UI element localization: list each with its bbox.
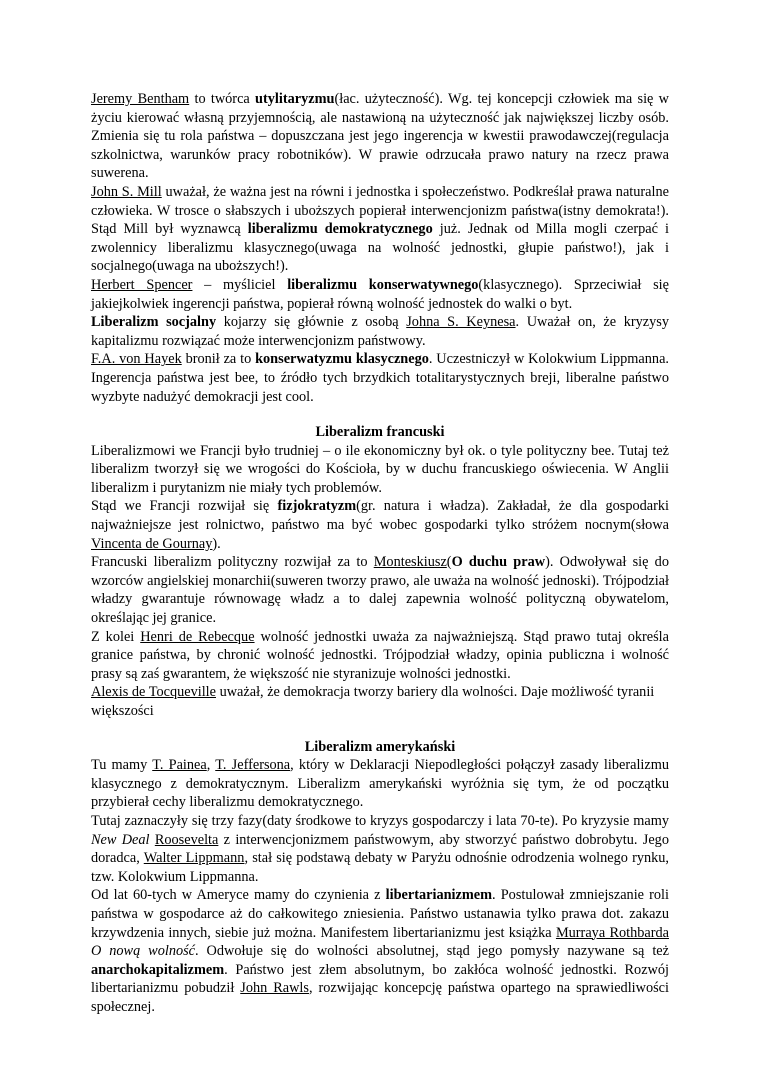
section-amerykanski: [91, 756, 669, 1016]
underlined-name: Vincenta de Gournay: [91, 535, 213, 552]
text-run: (klasycznego). Sprzeciwiał się jakiejkolwiek ingerencji państwa, popierał równą wolność jednostek do walki o byt.: [91, 276, 669, 312]
text-run: . Uczestniczył w Kolokwium Lippmanna. Ingerencja państwa jest bee, to źródło tych brzydkich totalitarystycznych breji, liberalne państwo wyzbyte nadużyć demokracji jest cool.: [91, 351, 669, 405]
underlined-name: Roosevelta: [154, 831, 219, 848]
underlined-name: Jeremy Bentham: [91, 91, 190, 107]
italic-title: O nową wolność: [91, 943, 196, 960]
paragraph: [91, 628, 669, 684]
bold-term: O duchu praw: [451, 554, 546, 571]
paragraph: [91, 497, 669, 553]
text-run: uważał, że ważna jest na równi i jednostka i społeczeństwo. Podkreślał prawa naturalne człowieka. W trosce o słabszych i uboższych popierał interwencjonizm państwa(istny demokrata!). Stąd Mill był wyznawcą: [91, 183, 669, 238]
underlined-name: John Rawls: [240, 980, 309, 997]
text-run: Stąd we Francji rozwijał się: [91, 498, 278, 515]
underlined-name: Henri de Rebecque: [140, 628, 255, 645]
underlined-name: Murraya Rothbarda: [555, 924, 669, 941]
text-run: . Państwo jest złem absolutnym, bo zakłóca wolność jednostki. Rozwój libertarianizmu pobudził: [91, 961, 669, 997]
text-run: Liberalizmowi we Francji było trudniej – o ile ekonomiczny był ok. o tyle polityczny bee. Tutaj też liberalizm tworzył się we wrogości do Kościoła, by w duchu francuskiego oświecenia. W Anglii liberalizm i purytanizm nie miały tych problemów.: [91, 442, 669, 496]
bold-term: Liberalizm socjalny: [91, 314, 217, 331]
bold-term: fizjokratyzm: [277, 498, 357, 515]
text-run: z interwencjonizmem państwowym, aby stworzyć państwo dobrobytu. Jego doradca,: [91, 831, 669, 867]
document-page: [91, 90, 669, 1017]
text-run: ).: [212, 535, 221, 552]
section-intro: [91, 90, 669, 406]
heading-liberalizm-amerykanski: Liberalizm amerykański: [304, 738, 456, 755]
text-run: Tutaj zaznaczyły się trzy fazy(daty środkowe to kryzys gospodarczy i lata 70-te). Po kryzysie mamy: [91, 812, 669, 829]
underlined-name: F.A. von Hayek: [91, 351, 182, 368]
text-run: kojarzy się głównie z osobą: [216, 314, 407, 331]
underlined-name: Alexis de Tocqueville: [91, 684, 216, 701]
text-run: Z kolei: [91, 628, 141, 645]
text-run: . Uważał on, że kryzysy kapitalizmu rozwiązać może interwencjonizm państwowy.: [91, 314, 669, 349]
text-run: już. Jednak od Milla mogli czerpać i zwolennicy liberalizmu klasycznego(uwaga na wolność jednostki, głupie państwo!), jak i socjalnego(uwaga na uboższych!).: [91, 221, 669, 275]
paragraph: [91, 276, 669, 313]
paragraph: [91, 442, 669, 498]
section-francuski: [91, 442, 669, 721]
bold-term: anarchokapitalizmem: [91, 961, 225, 978]
paragraph: [91, 183, 669, 276]
italic-title: New Deal: [91, 831, 150, 848]
text-run: . Postulował zmniejszanie roli państwa w gospodarce aż do całkowitego zniesienia. Państwo ustanawia tylko prawa dot. zakazu krzywdzenia innych, siebie już można. Manifestem libertarianizmu jest książka: [91, 887, 669, 941]
underlined-name: Herbert Spencer: [91, 276, 193, 293]
text-run: ,: [206, 757, 216, 774]
text-run: ). Odwoływał się do wzorców angielskiej monarchii(suweren tworzy prawo, ale uważa na wolność jednoski). Trójpodział władzy gwarantuje równowagę władz a to dalej zapewnia wolność polityczną obywatelom, określając jej granice.: [91, 554, 669, 627]
underlined-name: Walter Lippmann: [143, 850, 245, 867]
underlined-name: T. Jeffersona: [215, 757, 291, 774]
text-run: Francuski liberalizm polityczny rozwijał za to: [91, 554, 374, 571]
bold-term: liberalizmu demokratycznego: [247, 221, 433, 238]
bold-term: utylitaryzmu: [255, 91, 335, 107]
underlined-name: Monteskiusz: [373, 554, 447, 571]
text-run: – myśliciel: [192, 276, 288, 293]
text-run: to twórca: [189, 91, 256, 107]
paragraph: [91, 553, 669, 627]
text-run: (gr. natura i władza). Zakładał, że dla gospodarki najważniejsze jest rolnictwo, państwo ma być wobec gospodarki tylko stróżem nocnym(słowa: [91, 498, 670, 534]
text-run: (łac. użyteczność). Wg. tej koncepcji człowiek ma się w życiu kierować własną przyjemnością, ale nastawioną na użyteczność jak największej liczby osób. Zmienia się tu rola państwa – dopuszczana jest jego ingerencja w kwestii prawodawczej(regulacja szkolnictwa, warunków pracy robotników). W prawie odrzucała prawo natury na rzecz prawa suwerena.: [91, 91, 669, 182]
paragraph: [91, 812, 669, 886]
text-run: Tu mamy: [91, 757, 153, 774]
text-run: bronił za to: [181, 351, 256, 368]
text-run: , rozwijając koncepcję państwa opartego na sprawiedliwości społecznej.: [91, 980, 669, 1015]
underlined-name: T. Painea: [152, 757, 207, 774]
bold-term: konserwatyzmu klasycznego: [255, 351, 429, 368]
paragraph: [91, 886, 669, 1016]
paragraph: [91, 683, 669, 720]
paragraph: [91, 756, 669, 812]
paragraph: [91, 350, 669, 406]
paragraph: [91, 90, 669, 183]
bold-term: libertarianizmem: [385, 887, 493, 904]
text-run: (: [446, 554, 452, 571]
text-run: , który w Deklaracji Niepodległości połączył zasady liberalizmu klasycznego z demokratycznym. Liberalizm amerykański wyróżnia się tym, że od początku przybierał cechy liberalizmu demokratycznego.: [91, 757, 669, 811]
heading-liberalizm-francuski: Liberalizm francuski: [315, 424, 445, 441]
text-run: wolność jednostki uważa za najważniejszą. Stąd prawo tutaj określa granice państwa, by chronić wolność jednostki. Trójpodział władzy, opinia publiczna i wolność prasy są zaś gwarantem, że większość nie styranizuje wolności jednostki.: [91, 628, 670, 682]
text-run: Od lat 60-tych w Ameryce mamy do czynienia z: [91, 887, 386, 904]
text-run: uważał, że demokracja tworzy bariery dla wolności. Daje możliwość tyranii większości: [91, 684, 655, 719]
underlined-name: John S. Mill: [91, 183, 162, 200]
paragraph: [91, 313, 669, 350]
underlined-name: Johna S. Keynesa: [406, 314, 516, 331]
text-run: , stał się podstawą debaty w Paryżu odnośnie odrodzenia wolnego rynku, tzw. Kolokwium Lippmanna.: [91, 850, 670, 885]
text-run: . Odwołuje się do wolności absolutnej, stąd jego pomysły nazywane są też: [195, 943, 669, 960]
bold-term: liberalizmu konserwatywnego: [287, 276, 479, 293]
